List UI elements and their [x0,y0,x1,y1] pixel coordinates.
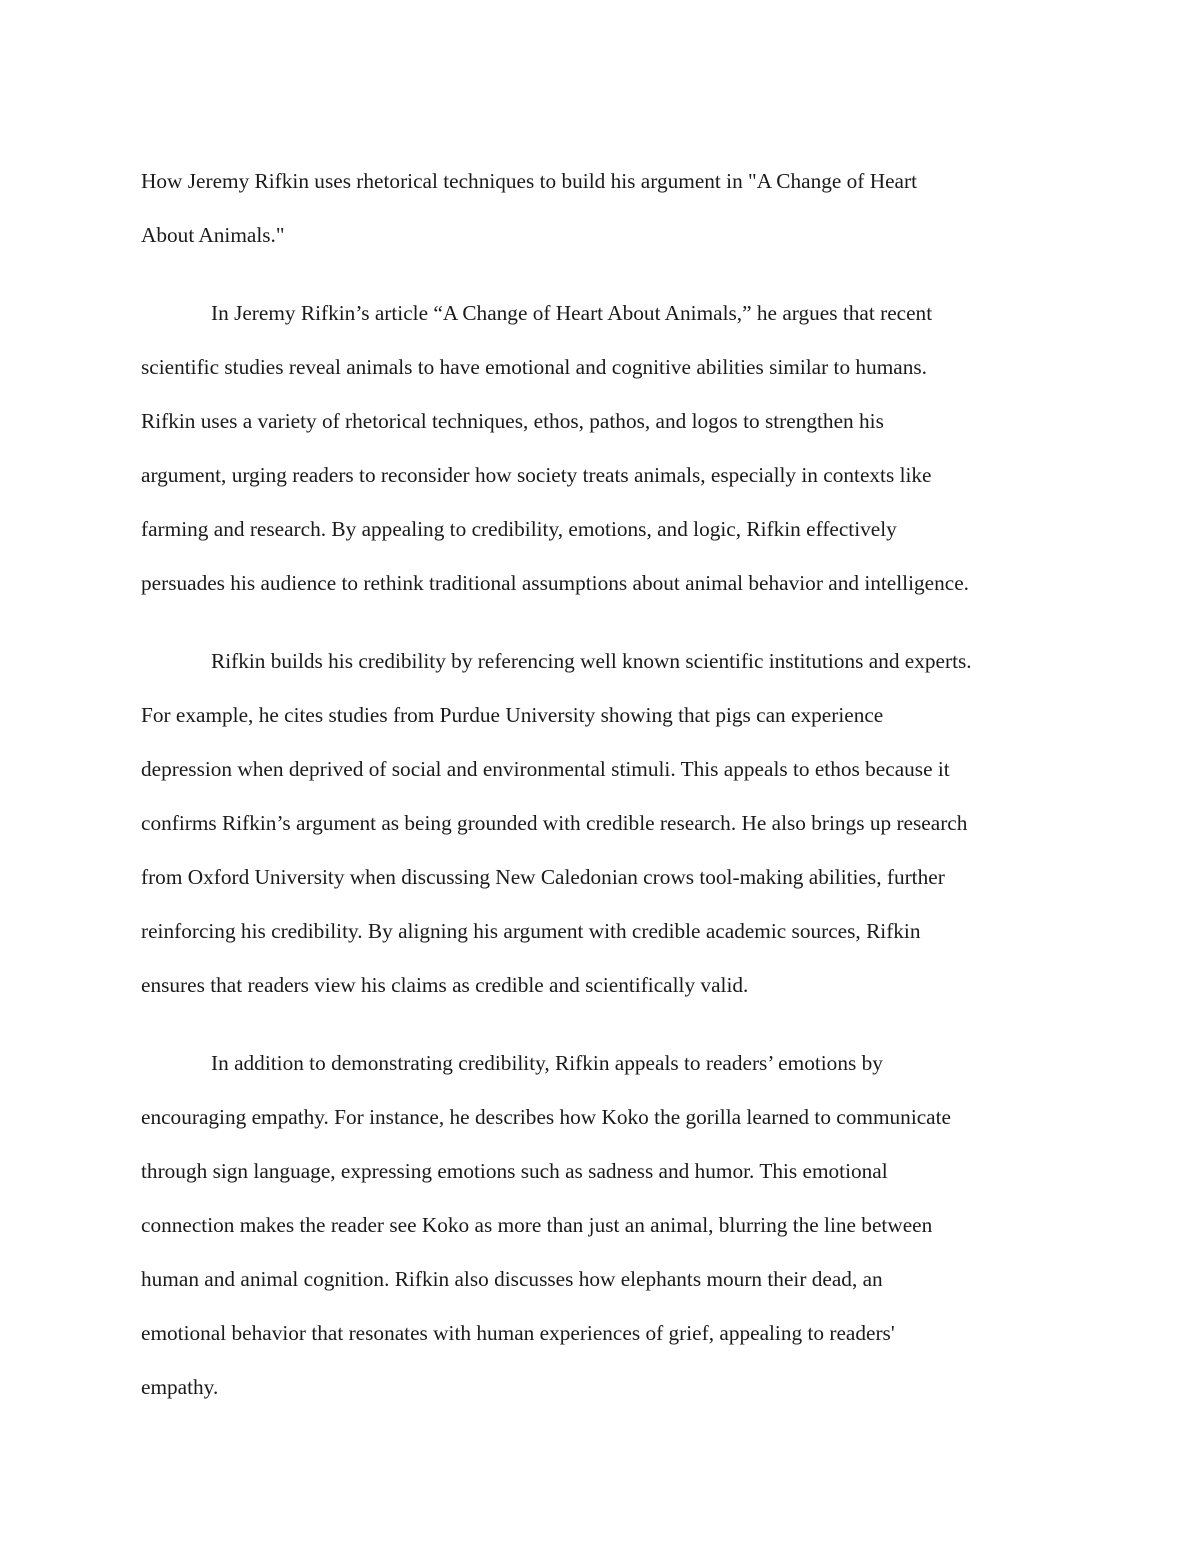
paragraph-line: empathy. [141,1375,219,1399]
paragraph-line: depression when deprived of social and environmental stimuli. This appeals to ethos because it [141,757,950,781]
paragraph-line: encouraging empathy. For instance, he describes how Koko the gorilla learned to communicate [141,1105,952,1129]
paragraph-line: connection makes the reader see Koko as more than just an animal, blurring the line between [141,1213,933,1237]
paragraph-line: emotional behavior that resonates with human experiences of grief, appealing to readers' [141,1321,895,1345]
paragraph-line: persuades his audience to rethink traditional assumptions about animal behavior and intelligence. [141,571,969,595]
title-line: How Jeremy Rifkin uses rhetorical techniques to build his argument in "A Change of Heart [141,169,918,193]
paragraph-line: reinforcing his credibility. By aligning his argument with credible academic sources, Rifkin [141,919,921,943]
paragraph-line: Rifkin builds his credibility by referencing well known scientific institutions and experts. [211,649,972,673]
paragraph-line: argument, urging readers to reconsider how society treats animals, especially in contexts like [141,463,932,487]
paragraph-line: For example, he cites studies from Purdue University showing that pigs can experience [141,703,884,727]
paragraph-line: human and animal cognition. Rifkin also discusses how elephants mourn their dead, an [141,1267,883,1291]
paragraph-line: Rifkin uses a variety of rhetorical techniques, ethos, pathos, and logos to strengthen his [141,409,884,433]
paragraph-line: In addition to demonstrating credibility, Rifkin appeals to readers’ emotions by [211,1051,883,1075]
paragraph-line: from Oxford University when discussing New Caledonian crows tool-making abilities, further [141,865,945,889]
paragraph-line: ensures that readers view his claims as credible and scientifically valid. [141,973,749,997]
title-line: About Animals." [141,223,285,247]
paragraph-line: In Jeremy Rifkin’s article “A Change of Heart About Animals,” he argues that recent [211,301,933,325]
paragraph-line: farming and research. By appealing to credibility, emotions, and logic, Rifkin effectively [141,517,897,541]
paragraph-line: confirms Rifkin’s argument as being grounded with credible research. He also brings up research [141,811,968,835]
paragraph-line: scientific studies reveal animals to have emotional and cognitive abilities similar to humans. [141,355,928,379]
paragraph-line: through sign language, expressing emotions such as sadness and humor. This emotional [141,1159,888,1183]
